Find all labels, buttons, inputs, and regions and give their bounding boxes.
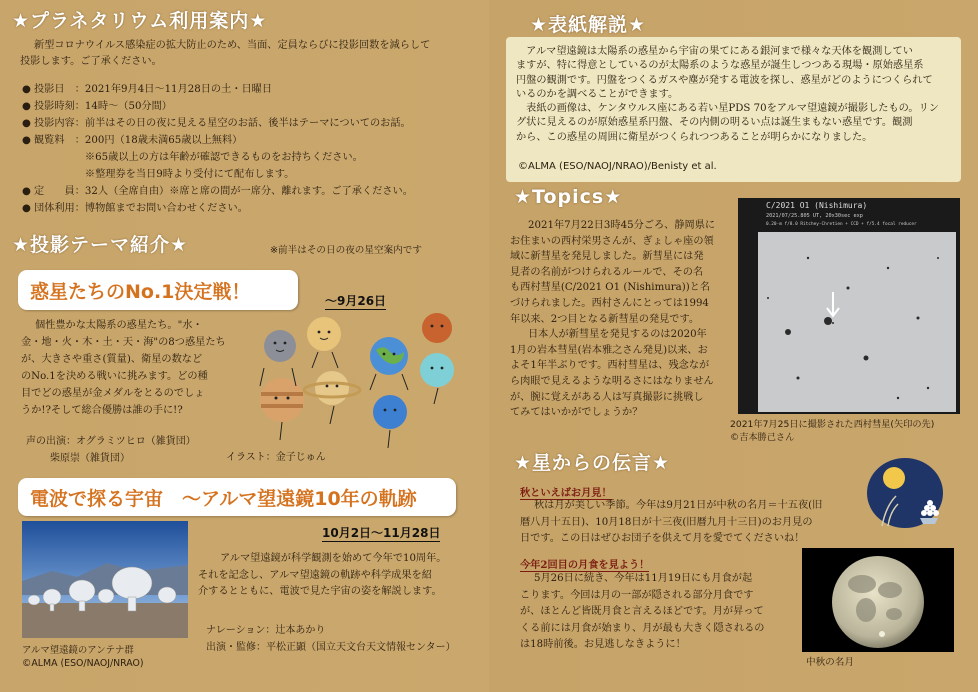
saturn-icon [304, 371, 360, 405]
themes-note: ※前半はその日の夜の星空案内です [270, 245, 422, 256]
themes-title: ★投影テーマ紹介★ [12, 234, 189, 256]
intro-line: 新型コロナウイルス感染症の拡大防止のため、当面、定員ならびに投影回数を減らして [34, 40, 431, 51]
theme1-body [21, 317, 249, 419]
theme1-voice: 声の出演：オグラミツヒロ（雑貨団） [26, 436, 196, 447]
theme1-voice-2: 柴原崇（雑貨団） [50, 453, 130, 464]
neptune-icon [373, 395, 407, 429]
theme2-photo-credit: ©ALMA (ESO/NAOJ/NRAO) [22, 658, 144, 669]
comet-credit: ©吉本勝己さん [730, 432, 795, 443]
body-line: も西村彗星(C/2021 O1 (Nishimura))と名 [510, 282, 711, 294]
comet-photo-equipment: 0.20-m f/8.0 Ritchey-Chretien + CCD + f/5.4 focal reducer [766, 222, 917, 227]
body-line: 金・地・火・木・土・天・海"の8つ惑星たち [21, 337, 226, 348]
body-line: うか!?そして総合優勝は誰の手に!? [21, 405, 183, 416]
info-time: ● 投影時刻：14時～（50分間） [22, 101, 172, 112]
cover-body [516, 45, 953, 145]
body-line: 秋は月が美しい季節。今年は9月21日が中秋の名月＝十五夜(旧 [534, 500, 823, 511]
topics-title: ★Topics★ [514, 186, 623, 208]
comet-photo-info: 2021/07/25.805 UT, 20x30sec exp [766, 213, 863, 219]
theme2-body [198, 551, 478, 601]
body-line: こります。今回は月の一部が隠される部分月食です [520, 589, 754, 601]
theme2-date: 10月2日～11月28日 [322, 526, 441, 540]
body-line: ますが、特に得意としているのが太陽系のような惑星が誕生しつつある現場・原始惑星系 [516, 60, 924, 72]
body-line: 域に新彗星を発見しました。新彗星には発 [510, 251, 704, 263]
info-date: ● 投影日 ：2021年9月4日～11月28日の土・日曜日 [22, 84, 273, 95]
body-line: アルマ望遠鏡は太陽系の惑星から宇宙の果てにある銀河まで様々な天体を観測してい [516, 46, 913, 57]
body-line: のNo.1を決める戦いに挑みます。どの種 [21, 371, 208, 382]
body-line: が、腕に覚えがある人は写真撮影に挑戦し [510, 391, 704, 403]
theme1-date: ～9月26日 [325, 294, 387, 308]
alma-antennas-photo [22, 521, 188, 638]
jupiter-icon [260, 378, 304, 422]
info-capacity: ● 定 員：32人（全席自由）※席と席の間が一席分、離れます。ご了承ください。 [22, 186, 413, 197]
body-line: 1月の岩本彗星(岩本雅之さん発見)以来、お [510, 344, 708, 356]
comet-photo [738, 198, 960, 414]
planet-characters-illustration [252, 312, 472, 452]
stars-body1 [520, 498, 865, 548]
theme2-photo-caption: アルマ望遠鏡のアンテナ群 [22, 645, 134, 656]
cover-title: ★表紙解説★ [530, 14, 647, 36]
info-fee: ● 観覧料 ：200円（18歳未満65歳以上無料） [22, 135, 243, 146]
venus-icon [307, 317, 341, 351]
info-fee-note: ※65歳以上の方は年齢が確認できるものをお持ちください。 [34, 152, 363, 163]
body-line: 年以来、2つ目となる新彗星の発見です。 [510, 313, 700, 325]
theme2-narration: ナレーション：辻本あかり [206, 625, 326, 636]
body-line: グ状に見えるのが原始惑星系円盤、その内側の明るい点は誕生まもない惑星です。観測 [516, 117, 913, 129]
body-line: お住まいの西村栄男さんが、ぎょしゃ座の領 [510, 235, 714, 247]
body-line: 表紙の画像は、ケンタウルス座にある若い星PDS 70をアルマ望遠鏡が撮影したもの。リン [516, 103, 939, 115]
body-line: 2021年7月22日3時45分ごろ、静岡県に [528, 220, 716, 231]
body-line: いるのかを調べることができます。 [516, 88, 679, 100]
body-line: よそ1年半ぶりです。西村彗星は、残念なが [510, 360, 710, 372]
body-line: くる前には月食が始まり、月が最も大きく隠されるの [520, 622, 765, 634]
body-line: は18時前後。お見逃しなきように！ [520, 639, 686, 650]
body-line: が、ほとんど皆既月食と言えるほどです。月が昇って [520, 606, 764, 617]
body-line: 見者の名前がつけられるルールで、その名 [510, 266, 704, 278]
body-line: それを記念し、アルマ望遠鏡の軌跡や科学成果を紹 [198, 569, 432, 581]
body-line: 日本人が新彗星を発見するのは2020年 [528, 329, 707, 341]
info-group: ● 団体利用：博物館までお問い合わせください。 [22, 203, 248, 214]
stars-title: ★星からの伝言★ [514, 452, 671, 474]
moon-viewing-illustration [862, 456, 948, 530]
cover-credit: ©ALMA (ESO/NAOJ/NRAO)/Benisty et al. [518, 161, 717, 172]
cover-panel [506, 37, 961, 182]
full-moon-photo [802, 548, 954, 652]
body-line: 個性豊かな太陽系の惑星たち。"水・ [35, 320, 203, 331]
body-line: ら肉眼で見えるような明るさにはなりません [510, 375, 714, 387]
theme2-supervision: 出演・監修：平松正顕（国立天文台天文情報センター） [206, 642, 456, 653]
mercury-icon [264, 330, 296, 362]
uranus-icon [420, 353, 454, 387]
body-line: アルマ望遠鏡が科学観測を始めて今年で10周年。 [220, 553, 447, 564]
earth-icon [370, 337, 408, 375]
body-line: てみてはいかがでしょうか？ [510, 407, 643, 419]
theme2-banner: 電波で探る宇宙 ～アルマ望遠鏡10年の軌跡 [18, 478, 456, 516]
mars-icon [422, 313, 452, 343]
body-line: 介するとともに、電波で見た宇宙の姿を解説します。 [198, 586, 442, 597]
moon-caption: 中秋の名月 [806, 657, 854, 668]
theme1-banner: 惑星たちのNo.1決定戦！ [18, 270, 298, 310]
body-line: 5月26日に続き、今年は11月19日にも月食が起 [534, 573, 753, 584]
body-line: づけられました。西村さんにとっては1994 [510, 297, 709, 309]
comet-photo-title: C/2021 O1 (Nishimura) [766, 201, 868, 210]
stars-body2 [520, 571, 798, 654]
body-line: 暦八月十五日)、10月18日が十三夜(旧暦九月十三日)のお月見の [520, 516, 813, 528]
info-ticket-note: ※整理券を当日9時より受付にて配布します。 [34, 169, 295, 180]
stars-sub2: 今年2回目の月食を見よう！ [520, 556, 649, 572]
stars-sub1: 秋といえばお月見！ [520, 484, 612, 500]
body-line: から、この惑星の周囲に衛星がつくられつつあることが明らかになりました。 [516, 131, 873, 143]
body-line: 円盤の観測です。円盤をつくるガスや塵が発する電波を探し、惑星がどのようにつくられて [516, 74, 933, 86]
body-line: が、大きさや重さ(質量)、衛星の数など [21, 354, 203, 365]
info-content: ● 投影内容：前半はその日の夜に見える星空のお話、後半はテーマについてのお話。 [22, 118, 411, 129]
intro-line: 投影します。ご了承ください。 [20, 56, 162, 67]
planetarium-title: ★プラネタリウム利用案内★ [12, 10, 268, 32]
theme1-illust: イラスト：金子じゅん [226, 452, 326, 463]
comet-caption: 2021年7月25日に撮影された西村彗星(矢印の先) [730, 419, 935, 430]
body-line: 日です。この日はぜひお団子を供えて月を愛でてくださいね！ [520, 533, 805, 544]
topics-body [510, 218, 728, 421]
planetarium-intro [20, 38, 474, 70]
body-line: 目でどの惑星が金メダルをとるのでしょ [21, 388, 205, 399]
